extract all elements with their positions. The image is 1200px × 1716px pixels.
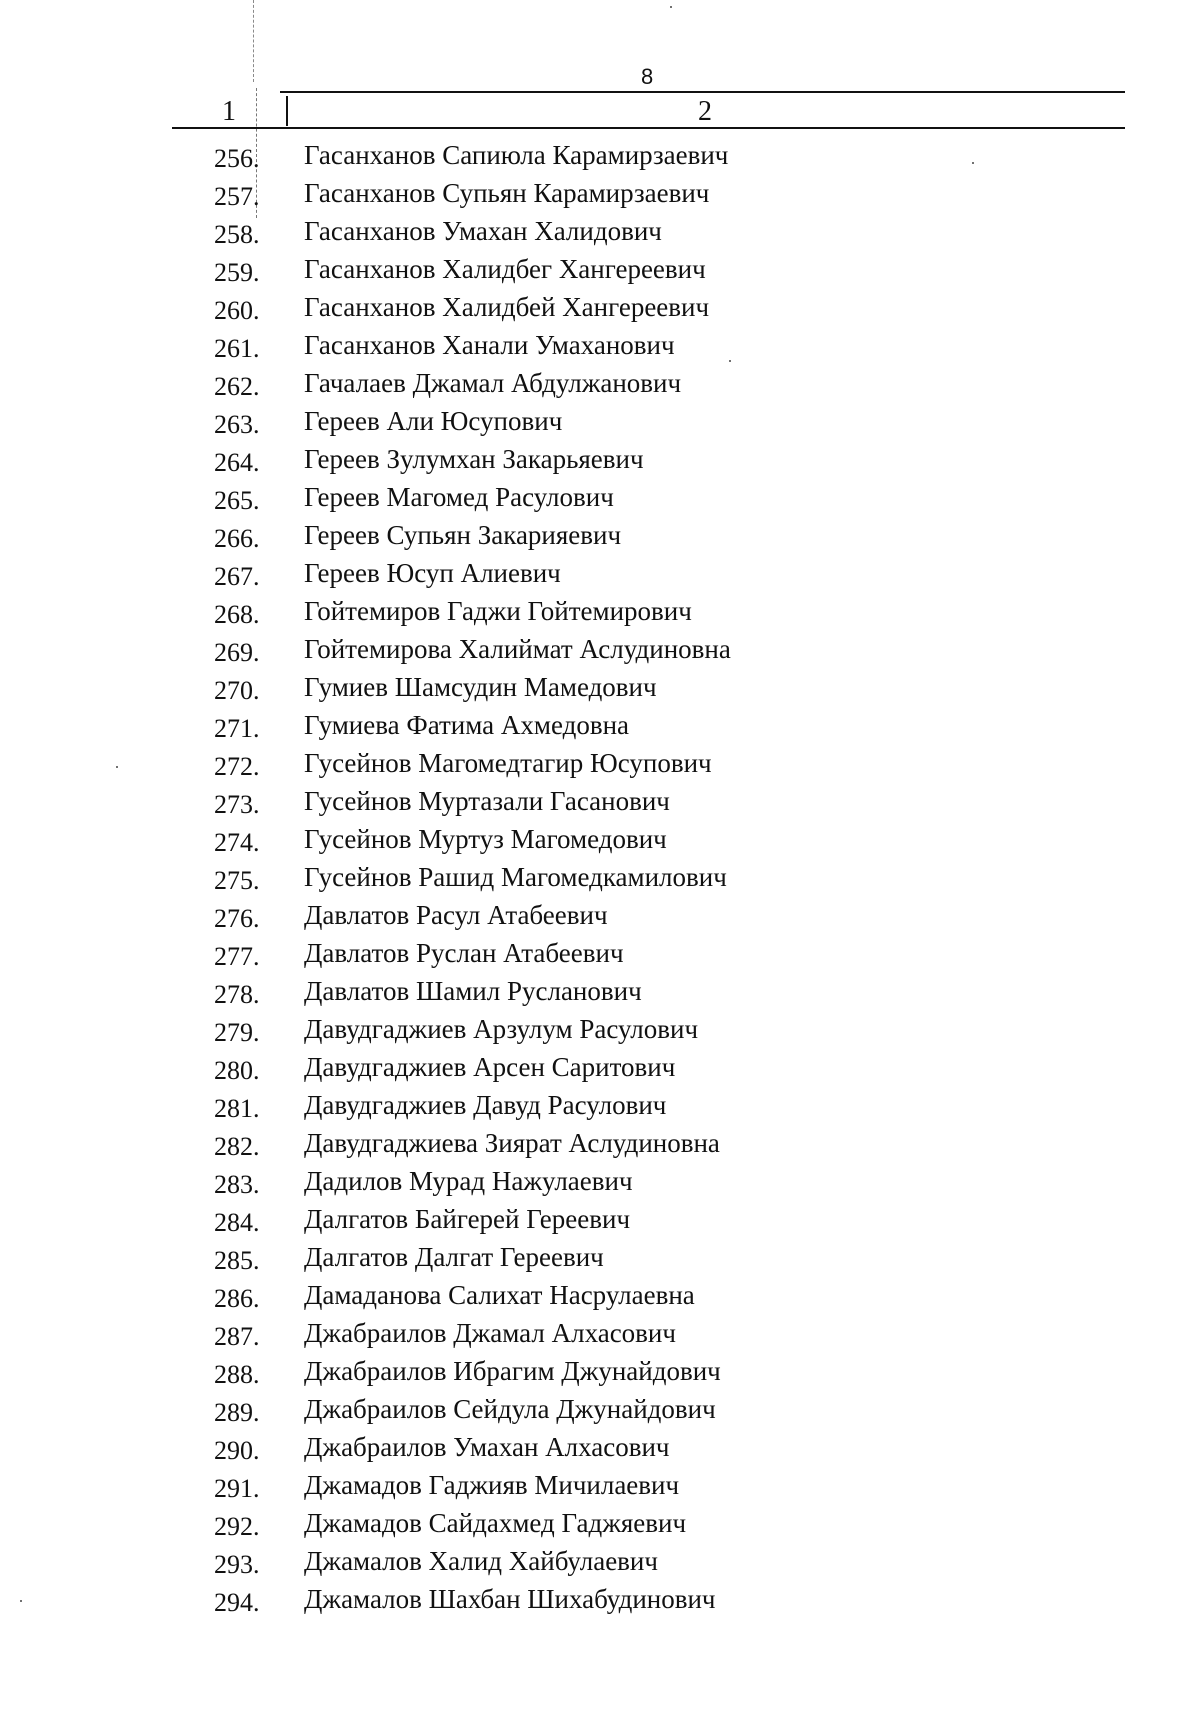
list-item [0, 520, 1200, 558]
person-name: Джабраилов Ибрагим Джунайдович [304, 1356, 721, 1386]
list-item [0, 216, 1200, 254]
list-item [0, 368, 1200, 406]
person-name: Гойтемиров Гаджи Гойтемирович [304, 596, 692, 626]
list-item [0, 1584, 1200, 1622]
list-item [0, 1394, 1200, 1432]
list-item [0, 634, 1200, 672]
row-number: 268. [214, 600, 260, 629]
row-number: 263. [214, 410, 260, 439]
list-item [0, 1204, 1200, 1242]
list-item [0, 1508, 1200, 1546]
person-name: Гумиев Шамсудин Мамедович [304, 672, 657, 702]
person-name: Гусейнов Муртуз Магомедович [304, 824, 667, 854]
list-item [0, 672, 1200, 710]
person-name: Гасанханов Сапиюла Карамирзаевич [304, 140, 729, 170]
person-name: Гойтемирова Халиймат Аслудиновна [304, 634, 731, 664]
row-number: 276. [214, 904, 260, 933]
page-number: 8 [641, 64, 654, 89]
list-item [0, 748, 1200, 786]
person-name: Гереев Али Юсупович [304, 406, 563, 436]
table-column-divider [286, 96, 288, 126]
list-item [0, 1280, 1200, 1318]
list-item [0, 976, 1200, 1014]
scan-artifact-line [253, 0, 254, 82]
list-item [0, 596, 1200, 634]
row-number: 287. [214, 1322, 260, 1351]
row-number: 261. [214, 334, 260, 363]
row-number: 274. [214, 828, 260, 857]
list-item [0, 1318, 1200, 1356]
person-name: Давудгаджиев Арсен Саритович [304, 1052, 676, 1082]
list-item [0, 900, 1200, 938]
person-name: Давлатов Шамил Русланович [304, 976, 642, 1006]
row-number: 257. [214, 182, 260, 211]
list-item [0, 140, 1200, 178]
list-item [0, 710, 1200, 748]
person-name: Далгатов Байгерей Гереевич [304, 1204, 631, 1234]
person-name: Джабраилов Сейдула Джунайдович [304, 1394, 716, 1424]
person-name: Гумиева Фатима Ахмедовна [304, 710, 630, 740]
table-header-col2: 2 [698, 96, 712, 127]
row-number: 272. [214, 752, 260, 781]
list-item [0, 1090, 1200, 1128]
list-item [0, 1242, 1200, 1280]
list-item [0, 1128, 1200, 1166]
person-name: Джамалов Шахбан Шихабудинович [304, 1584, 716, 1614]
row-number: 291. [214, 1474, 260, 1503]
row-number: 271. [214, 714, 260, 743]
person-name: Гереев Магомед Расулович [304, 482, 614, 512]
person-name: Гереев Зулумхан Закарьяевич [304, 444, 644, 474]
row-number: 267. [214, 562, 260, 591]
person-name: Гасанханов Ханали Умаханович [304, 330, 675, 360]
list-item [0, 1014, 1200, 1052]
row-number: 269. [214, 638, 260, 667]
row-number: 283. [214, 1170, 260, 1199]
person-name: Давлатов Расул Атабеевич [304, 900, 608, 930]
row-number: 284. [214, 1208, 260, 1237]
row-number: 278. [214, 980, 260, 1009]
row-number: 270. [214, 676, 260, 705]
person-name: Гасанханов Умахан Халидович [304, 216, 662, 246]
person-name: Гусейнов Рашид Магомедкамилович [304, 862, 727, 892]
row-number: 280. [214, 1056, 260, 1085]
list-item [0, 862, 1200, 900]
table-header-col1: 1 [222, 96, 236, 127]
person-name: Давудгаджиев Арзулум Расулович [304, 1014, 699, 1044]
person-name: Дадилов Мурад Нажулаевич [304, 1166, 633, 1196]
list-item [0, 406, 1200, 444]
person-name: Гасанханов Халидбег Хангереевич [304, 254, 706, 284]
list-item [0, 482, 1200, 520]
person-name: Джабраилов Умахан Алхасович [304, 1432, 670, 1462]
list-item [0, 444, 1200, 482]
row-number: 293. [214, 1550, 260, 1579]
list-item [0, 1432, 1200, 1470]
row-number: 275. [214, 866, 260, 895]
list-item [0, 330, 1200, 368]
list-item [0, 1052, 1200, 1090]
list-item [0, 558, 1200, 596]
row-number: 265. [214, 486, 260, 515]
list-item [0, 824, 1200, 862]
name-list [0, 140, 1200, 1622]
row-number: 282. [214, 1132, 260, 1161]
person-name: Гусейнов Магомедтагир Юсупович [304, 748, 712, 778]
person-name: Гереев Юсуп Алиевич [304, 558, 561, 588]
list-item [0, 786, 1200, 824]
row-number: 260. [214, 296, 260, 325]
list-item [0, 1470, 1200, 1508]
person-name: Джабраилов Джамал Алхасович [304, 1318, 676, 1348]
person-name: Гусейнов Муртазали Гасанович [304, 786, 670, 816]
list-item [0, 292, 1200, 330]
row-number: 262. [214, 372, 260, 401]
list-item [0, 1356, 1200, 1394]
row-number: 290. [214, 1436, 260, 1465]
person-name: Давудгаджиев Давуд Расулович [304, 1090, 667, 1120]
row-number: 258. [214, 220, 260, 249]
table-header-bottom-rule [172, 127, 1125, 129]
person-name: Гереев Супьян Закарияевич [304, 520, 622, 550]
row-number: 264. [214, 448, 260, 477]
list-item [0, 254, 1200, 292]
list-item [0, 938, 1200, 976]
row-number: 281. [214, 1094, 260, 1123]
person-name: Джамалов Халид Хайбулаевич [304, 1546, 658, 1576]
row-number: 288. [214, 1360, 260, 1389]
person-name: Джамадов Сайдахмед Гаджяевич [304, 1508, 687, 1538]
row-number: 259. [214, 258, 260, 287]
row-number: 279. [214, 1018, 260, 1047]
person-name: Гачалаев Джамал Абдулжанович [304, 368, 682, 398]
person-name: Гасанханов Халидбей Хангереевич [304, 292, 710, 322]
list-item [0, 1546, 1200, 1584]
list-item [0, 178, 1200, 216]
person-name: Дамаданова Салихат Насрулаевна [304, 1280, 695, 1310]
table-top-rule [280, 91, 1125, 93]
row-number: 289. [214, 1398, 260, 1427]
row-number: 277. [214, 942, 260, 971]
row-number: 286. [214, 1284, 260, 1313]
row-number: 266. [214, 524, 260, 553]
person-name: Давлатов Руслан Атабеевич [304, 938, 624, 968]
row-number: 256. [214, 144, 260, 173]
person-name: Далгатов Далгат Гереевич [304, 1242, 604, 1272]
scan-speck [670, 6, 672, 8]
person-name: Гасанханов Супьян Карамирзаевич [304, 178, 710, 208]
list-item [0, 1166, 1200, 1204]
person-name: Давудгаджиева Зиярат Аслудиновна [304, 1128, 720, 1158]
row-number: 273. [214, 790, 260, 819]
row-number: 285. [214, 1246, 260, 1275]
row-number: 292. [214, 1512, 260, 1541]
row-number: 294. [214, 1588, 260, 1617]
person-name: Джамадов Гаджияв Мичилаевич [304, 1470, 680, 1500]
